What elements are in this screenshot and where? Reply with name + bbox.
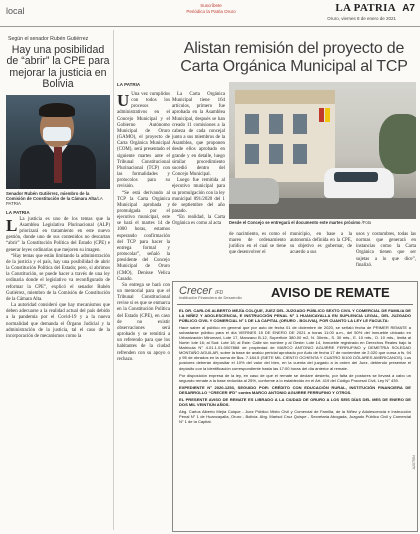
section-label: local <box>6 6 25 16</box>
column-divider <box>113 30 114 530</box>
photo-shape <box>269 144 283 164</box>
ad-header <box>173 282 417 304</box>
caption-credit: /LA PATRIA <box>6 196 103 207</box>
logo-tagline: Institución Financiera de Desarrollo <box>179 295 242 300</box>
ad-paragraph: EL DR. CARLOS ALBERTO MEJÍA COLQUE, JUEZ DEL JUZGADO PÚBLICO SEXTO CIVIL Y COMERCIAL DE FAMILIA DE LA NIÑEZ Y ADOLESCENCIA, E INSTRUCCIÓN PENAL N° 1 HUANCAYALLA EN SUPLENCIA LEGAL, DEL JUZGADO PÚBLICO CIVIL Y COMERCIAL N° 1 DE LA CAPITAL (ORURO - BOLIVIA), POR CUANTO LA LEY LE FACULTA: <box>179 308 411 324</box>
photo-shape <box>229 178 279 204</box>
photo-caption <box>6 191 110 207</box>
caption-text: Senador Rubén Gutiérrez, miembro de la Comisión de Constitución de la Cámara Alta <box>6 190 97 202</box>
photo-shape <box>245 144 259 164</box>
drop-cap: L <box>6 215 18 235</box>
paragraph: municipio, en base a la autonomía definida en la CPE, su objetivo es gobernar, de acuerdo a sus <box>290 232 352 256</box>
drop-cap: U <box>117 91 130 110</box>
main-story-column-4 <box>290 232 352 257</box>
photo-shape <box>235 90 335 104</box>
main-kicker: LA PATRIA <box>117 82 141 87</box>
logo-text: Crecer <box>179 285 213 297</box>
crecer-logo <box>179 285 242 300</box>
ad-title: AVISO DE REMATE <box>271 285 390 300</box>
photo-shape <box>319 108 324 122</box>
photo-shape <box>245 114 259 134</box>
subscribe-sub: Periódico la Patria Oruro <box>186 9 236 14</box>
left-story <box>6 34 110 340</box>
ad-paragraph: Hace saber al público en general que por auto de fecha 01 de diciembre de 2020, se señaló fecha de PRIMER REMATE a subastarse público para el día VIERNES 15 DE ENERO DE 2021 a horas 11:00 a.m., del 50% del inmueble ubicado en Urbanización Mirumani, Lote 17, Manzano B-12, Superficie 380.00 m2, N. 30mts., S. 30 mts., E. 10 mts., O. 10 mts., limita al Norte: lote 16; al Sud: Lote 18; al Este: Calle sin nombre y al Oeste: Lote 14, inmueble registrado en Derechos Reales bajo la Matrícula N° 4.01.1.01.0007868 de propiedad de MARCO ANTONIO AGUIRRE FERRUFINO y DEMETRIA SOLEDAD MONTAÑO AGUILAR, sobre la base de avalúo pericial aprobado por Auto de fecha 17 de noviembre de 2.020 que cursa a fs. 94 y 95 de obrados en la suma de $us. 7.184.5 (SIETE MIL CIENTO OCHENTA Y CUATRO 5/100 DÓLARES AMERICANOS). Los postores deberán depositar el 10% del valor del bien, en la cuenta del juzgado a la orden del Juez, debiendo presentar el depósito con la identificación correspondiente hasta las 17:00 horas del día anterior al remate. <box>179 325 411 371</box>
logo-suffix: IFD <box>215 290 224 296</box>
photo-shape <box>39 103 75 117</box>
paragraph: Una vez cumplidos con todos los procesos administrativos en el Concejo Municipal y el Gobierno Autónomo Municipal de Oruro (GAMO), el proyecto de Carta Orgánica Municipal (COM), será presentado el siguiente martes ante el Tribunal Constitucional Plurinacional (TCP) con las formalidades y protocolos para su revisión. <box>117 92 170 190</box>
main-story-column-3 <box>229 232 286 257</box>
paragraph: “En realidad, la Carta Orgánica es como al acta <box>172 215 225 227</box>
paragraph: Luego fue remitida al ejecutivo municipal para su promulgación con la ley municipal 091/2020 del 1 de septiembre del año pasado. <box>172 178 225 214</box>
paragraph: La autoridad consideró que hay mecanismos que deben adecuarse a la realidad actual del país debido a la pandemia por el Covid-19 y a la nueva normalidad que demanda el Órgano Judicial y la administración de la justicia, tal el caso de la incorporación de mecanismos como la <box>6 303 110 339</box>
subscribe-label: Suscríbete <box>200 3 222 8</box>
paragraph: “Hay temas que están limitando la administración de la justicia y el país, hay una posibilidad de abrir la Constitución Política del Estado; pero, si abrimos la Constitución, se puede hacer a través de una ley ordinaria donde el legislativo va reconfigurado de reformar la CPE”, explicó el senador Rubén Gutiérrez, miembro de la Comisión de Constitución de la Cámara Alta. <box>6 253 110 302</box>
story-byline: LA PATRIA <box>6 209 30 215</box>
photo-shape <box>54 147 62 183</box>
auction-notice-ad <box>172 281 418 532</box>
ad-paragraph: Por disposición expresa de la ley, en caso de que el remate se declare desierto, por falta de postores se llevará a cabo un segundo remate a la base reducida al 25%, conforme a lo establecido en el Art. 419 del Código Procesal Civil, Ley N° 439. <box>179 372 411 383</box>
paragraph: La Carta Orgánica Municipal tiene 164 artículos, primero fue aprobada en la Asamblea Municipal, después se han creado 11 comisiones a la cabeza de cada concejal junto a sus miembros de la Asamblea, que proponen desde ellos aprobado en grande y en detalle, luego similar procedimiento sucedió dentro del Concejo Municipal. <box>172 92 225 178</box>
newspaper-name: LA PATRIA <box>335 2 396 14</box>
photo-shape <box>334 172 378 182</box>
photo-shape <box>293 114 307 134</box>
dateline: Oruro, viernes 8 de enero de 2021 <box>327 16 396 21</box>
caption-credit: /Foto <box>361 220 372 225</box>
story-column-1 <box>6 217 110 340</box>
photo-shape <box>379 114 416 174</box>
ad-body <box>179 308 411 426</box>
page-number: A7 <box>402 3 415 14</box>
ad-paragraph: EXPEDIENTE N° 2020-1253, SEGUIDO POR: CRÉDITO CON EDUCACIÓN RURAL, INSTITUCIÓN FINANCIERA DE DESARROLLO “CRECER IFD” contra MARCO ANTONIO AGUIRRE FERRUFINO Y OTROS. <box>179 384 411 395</box>
photo-shape <box>43 127 71 141</box>
subscribe-logo <box>176 3 246 15</box>
paragraph: La justicia es uno de los temas que la Asamblea Legislativa Plurinacional (ALP) priorizará en tratamiento en este nuevo gestión, donde uno de sus contenidos no descartan “abrir” la Constitución Política del Estado (CPE) e generar leyes ordinarias que mejoren su imagen. <box>6 216 110 253</box>
council-building-photo <box>229 82 416 219</box>
paragraph: de nacimiento, es como el mareo de ordenamiento jurídico en el cual se tiene que desenvolver el <box>229 232 286 256</box>
main-story-column-2 <box>172 92 225 227</box>
ad-divider <box>177 304 413 305</box>
main-story-column-1 <box>117 92 170 363</box>
paragraph: usos y costumbres, todas las normas que generará en instancias como la Carta Orgánica tienen que ser sujetas a lo que dice”, finalizó. <box>356 232 416 268</box>
paragraph: “Se está derivando al TCP la Carta Orgánica Municipal aprobada y promulgada por el ejecutivo municipal, este se hará el martes 14 de 1000 horas, estamos esperando confirmación del TCP para hacer la entrega formal y protocolar”, señaló la presidente del Concejo Municipal de Oruro (CMO), Denisse Velica Casado. <box>117 190 170 282</box>
main-photo-caption <box>229 220 416 225</box>
main-headline: Alistan remisión del proyecto de Carta Orgánica Municipal al TCP <box>180 40 408 75</box>
caption-text: Desde el Concejo se entregará el documento este martes próximo <box>229 220 361 225</box>
paragraph: Su entrega se hará con un memorial para que el Tribunal Constitucional revise si es que se enmarca en la Constitución Política del Estado (CPE), en caso de no existir observaciones será aprobado y se remitirá a un referendo para que los habitantes de la ciudad refrenden con su apoyo o rechazo. <box>117 282 170 362</box>
photo-shape <box>269 114 283 134</box>
story-kicker: Según el senador Rubén Gutiérrez <box>8 36 89 42</box>
main-story-column-5 <box>356 232 416 269</box>
page-header <box>0 0 420 27</box>
ad-paragraph: Abg. Carlos Alberto Mejía Colque - Juez Público Mixto Civil y Comercial de Familia, de la Niñez y Adolescencia e Instrucción Penal N° 1 de Huancayalla, Oruro - Bolivia. Abg. Marisol Cruz Quispe - Secretaria Abogada, Juzgado Público Civil y Comercial N° 1 de la Capital. <box>179 408 411 424</box>
photo-shape <box>293 144 307 164</box>
senator-photo <box>6 95 110 189</box>
photo-shape <box>325 108 330 122</box>
ad-paragraph: EL PRESENTE AVISO DE REMATE ES LIBRADO A LA CIUDAD DE ORURO A LOS SEIS DÍAS DEL MES DE ENERO DE DOS MIL VEINTIÚN AÑOS. <box>179 396 411 407</box>
ad-code: A207554 <box>412 455 416 470</box>
story-headline: Hay una posibilidad de “abrir” la CPE para mejorar la justicia en Bolivia <box>6 44 110 91</box>
